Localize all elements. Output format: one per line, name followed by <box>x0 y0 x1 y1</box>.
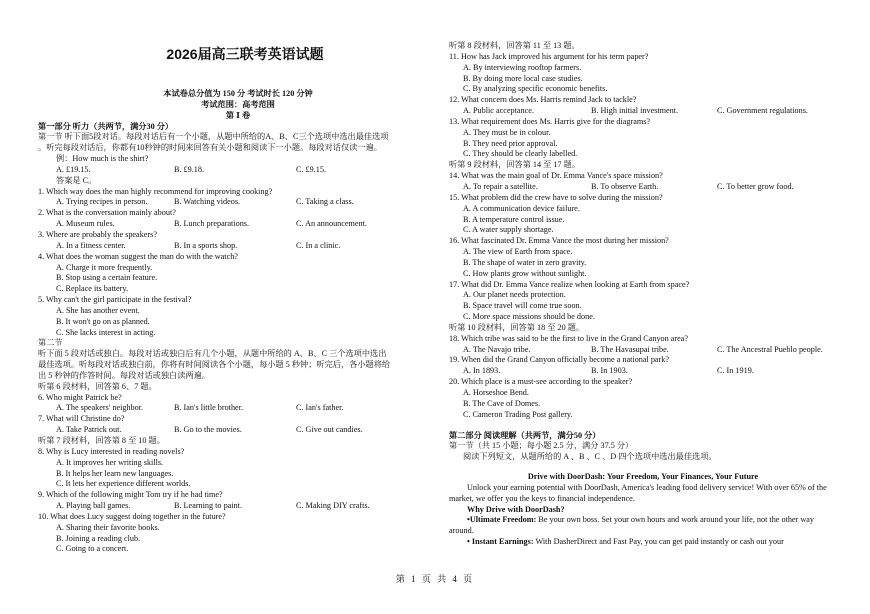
spacer <box>449 463 837 472</box>
bullet-label: •Ultimate Freedom: <box>467 515 537 525</box>
option-a: A. Our planet needs protection. <box>463 290 566 300</box>
option-c: C. It lets her experience different worlds. <box>56 479 191 489</box>
question-8: 8. Why is Lucy interested in reading novels? <box>38 446 185 456</box>
bullet-ultimate-freedom <box>449 515 837 537</box>
option-c: C. Going to a concert. <box>56 544 129 554</box>
question-7-options <box>38 425 438 436</box>
sec2-instruction-2: 最佳选项。听每段对话或独白前，你将有时间阅读各个小题，每小题 5 秒钟；听完后，各小题将给 <box>38 360 391 370</box>
volume-label: 第 Ⅰ 卷 <box>225 110 251 120</box>
option-b: B. Lunch preparations. <box>174 219 250 229</box>
option-a: A. Take Patrick out. <box>56 425 122 435</box>
option-c: C. In 1919. <box>717 366 754 376</box>
option-b: B. High initial investment. <box>591 106 679 116</box>
question-16: 16. What fascinated Dr. Emma Vance the most during her mission? <box>449 236 669 246</box>
option-b: B. It helps her learn new languages. <box>56 468 174 478</box>
right-column <box>449 41 837 548</box>
exam-title: 2026届高三联考英语试题 <box>166 46 324 62</box>
option-a: A. Trying recipes in person. <box>56 197 148 207</box>
option-b: B. By doing more local case studies. <box>463 73 583 83</box>
option-b: B. £9.18. <box>174 164 205 174</box>
option-b: B. Ian's little brother. <box>174 403 244 413</box>
score-time-line: 本试卷总分值为 150 分 考试时长 120 分钟 <box>163 89 313 98</box>
option-c: C. A water supply shortage. <box>463 225 554 235</box>
option-a: A. She has another event. <box>56 305 140 315</box>
option-b: B. Joining a reading club. <box>56 533 141 543</box>
question-12-options <box>449 106 837 117</box>
option-b: B. The shape of water in zero gravity. <box>463 257 587 267</box>
question-9: 9. Which of the following might Tom try if he had time? <box>38 490 223 500</box>
option-a: A. Public acceptance. <box>463 106 534 116</box>
option-b: B. Space travel will come true soon. <box>463 301 582 311</box>
option-c: C. £9.15. <box>296 164 327 174</box>
option-a: A. Horseshoe Bend. <box>463 388 529 397</box>
question-19: 19. When did the Grand Canyon officially become a national park? <box>449 355 670 365</box>
passage-paragraph-1: Unlock your earning potential with DoorDash, America's leading food delivery service! With over 65% of the market, we offer you the keys to financial independence. <box>449 482 827 503</box>
option-b: B. To observe Earth. <box>591 181 659 191</box>
example-question: 例：How much is the shirt? <box>56 154 149 164</box>
option-a: A. £19.15. <box>56 164 91 174</box>
part2-heading: 第二部分 阅读理解（共两节，满分50 分） <box>449 430 601 440</box>
sec1-instruction-2: 。听完每段对话后，你都有10秒钟的时间来回答有关小题和阅读下一小题。每段对话仅读一遍。 <box>38 143 382 153</box>
question-20: 20. Which place is a must-see according to the speaker? <box>449 377 633 387</box>
question-19-options <box>449 366 837 377</box>
option-a: A. It improves her writing skills. <box>56 457 164 467</box>
question-6-options <box>38 403 438 414</box>
option-c: C. To better grow food. <box>717 181 794 191</box>
question-1: 1. Which way does the man highly recommend for improving cooking? <box>38 186 273 196</box>
material-9-note: 听第 9 段材料，回答第 14 至 17 题。 <box>449 160 581 170</box>
question-9-options <box>38 501 438 512</box>
option-b: B. The Havasupai tribe. <box>591 344 669 354</box>
question-2: 2. What is the conversation mainly about? <box>38 208 176 218</box>
option-c: C. They should be clearly labelled. <box>463 149 578 159</box>
sec1-instruction-1: 第一节 听下面5段对话。每段对话后有一个小题，从题中所给的A、B、C三个选项中选出最佳选项 <box>38 132 389 142</box>
question-12: 12. What concern does Ms. Harris remind Jack to tackle? <box>449 95 637 105</box>
example-options <box>38 165 438 176</box>
question-2-options <box>38 219 438 230</box>
bullet-label: • Instant Earnings: <box>467 537 534 547</box>
option-a: A. Sharing their favorite books. <box>56 522 160 532</box>
option-b: B. In 1903. <box>591 366 628 376</box>
question-10: 10. What does Lucy suggest doing together in the future? <box>38 511 226 521</box>
option-a: A. The view of Earth from space. <box>463 247 573 257</box>
question-7: 7. What will Christine do? <box>38 414 125 424</box>
question-5: 5. Why can't the girl participate in the festival? <box>38 295 192 305</box>
material-10-note: 听第 10 段材料，回答第 18 至 20 题。 <box>449 322 585 332</box>
question-4: 4. What does the woman suggest the man do with the watch? <box>38 251 238 261</box>
question-15: 15. What problem did the crew have to solve during the mission? <box>449 192 663 202</box>
question-3: 3. Where are probably the speakers? <box>38 229 157 239</box>
option-b: B. Go to the movies. <box>174 425 242 435</box>
option-a: A. They must be in colour. <box>463 127 551 137</box>
material-7-note: 听第 7 段材料，回答第 8 至 10 题。 <box>38 436 165 445</box>
material-6-note: 听第 6 段材料，回答第 6、7 题。 <box>38 381 157 391</box>
option-b: B. They need prior approval. <box>463 138 558 148</box>
option-c: C. More space missions should be done. <box>463 312 595 322</box>
question-6: 6. Who might Patrick be? <box>38 392 122 402</box>
question-1-options <box>38 197 438 208</box>
bullet-instant-earnings <box>449 537 837 548</box>
option-b: B. A temperature control issue. <box>463 214 565 224</box>
option-a: A. Charge it more frequently. <box>56 262 153 272</box>
option-b: B. Stop using a certain feature. <box>56 273 158 283</box>
option-c: C. In a clinic. <box>296 240 341 250</box>
example-answer: 答案是 C。 <box>56 175 97 185</box>
exam-scope-line: 考试范围：高考范围 <box>201 99 275 109</box>
option-c: C. By analyzing specific economic benefits. <box>463 84 608 94</box>
question-11: 11. How has Jack improved his argument for his term paper? <box>449 51 649 61</box>
why-heading: Why Drive with DoorDash? <box>467 504 565 514</box>
question-18: 18. Which tribe was said to be the first to live in the Grand Canyon area? <box>449 333 689 343</box>
passage-title: Drive with DoorDash: Your Freedom, Your Finances, Your Future <box>527 472 759 482</box>
option-a: A. Playing ball games. <box>56 501 131 511</box>
sec2-instruction-1: 听下面 5 段对话或独白。每段对话或独白后有几个小题，从题中所给的 A、B、C 三个选项中选出 <box>38 349 387 359</box>
option-b: B. Watching videos. <box>174 197 241 207</box>
option-b: B. It won't go on as planned. <box>56 316 150 326</box>
sec2-heading: 第二节 <box>38 338 63 348</box>
option-a: A. The speakers' neighbor. <box>56 403 144 413</box>
option-c: C. Ian's father. <box>296 403 344 413</box>
question-14-options <box>449 182 837 193</box>
left-column <box>38 89 438 555</box>
option-c: C. Replace its battery. <box>56 284 128 294</box>
spacer <box>449 421 837 431</box>
option-c: C. An announcement. <box>296 219 367 229</box>
question-18-options <box>449 345 837 356</box>
option-a: A. In 1893. <box>463 366 501 376</box>
option-c: C. The Ancestral Pueblo people. <box>717 344 823 354</box>
option-a: A. In a fitness center. <box>56 240 126 250</box>
page-footer: 第 1 页 共 4 页 <box>395 574 475 584</box>
bullet-text: With DasherDirect and Fast Pay, you can get paid instantly or cash out your <box>533 537 784 547</box>
option-a: A. To repair a satellite. <box>463 181 538 191</box>
option-a: A. By interviewing rooftop farmers. <box>463 62 582 72</box>
question-3-options <box>38 241 438 252</box>
option-c: C. Taking a class. <box>296 197 354 207</box>
option-a: A. Museum rules. <box>56 219 115 229</box>
bullet-text: Be your own boss. Set your own hours and work around your life, not the other way around. <box>449 515 814 536</box>
part2-instruction: 阅读下列短文，从题所给的 A 、B 、C 、D 四个选项中选出最佳选项。 <box>463 452 717 462</box>
question-14: 14. What was the main goal of Dr. Emma Vance's space mission? <box>449 171 663 181</box>
option-c: C. Give out candies. <box>296 425 363 435</box>
material-8-note: 听第 8 段材料，回答第 11 至 13 题。 <box>449 41 580 50</box>
part1-heading: 第一部分 听力（共两节，满分30 分） <box>38 121 174 131</box>
option-a: A. A communication device failure. <box>463 203 580 213</box>
option-c: C. She lacks interest in acting. <box>56 327 156 337</box>
sec2-instruction-3: 出 5 秒钟的作答时间。每段对话或独白读两遍。 <box>38 370 210 380</box>
option-c: C. How plants grow without sunlight. <box>463 268 587 278</box>
question-13: 13. What requirement does Ms. Harris give for the diagrams? <box>449 116 651 126</box>
option-b: B. The Cave of Domes. <box>463 398 541 408</box>
question-17: 17. What did Dr. Emma Vance realize when looking at Earth from space? <box>449 279 690 289</box>
option-b: B. Learning to paint. <box>174 501 242 511</box>
option-c: C. Cameron Trading Post gallery. <box>463 409 573 419</box>
option-b: B. In a sports shop. <box>174 240 238 250</box>
option-c: C. Making DIY crafts. <box>296 501 370 511</box>
option-a: A. The Navajo tribe. <box>463 344 531 354</box>
part2-section1: 第一节（共 15 小题；每小题 2.5 分，满分 37.5 分） <box>449 441 634 451</box>
option-c: C. Government regulations. <box>717 106 808 116</box>
